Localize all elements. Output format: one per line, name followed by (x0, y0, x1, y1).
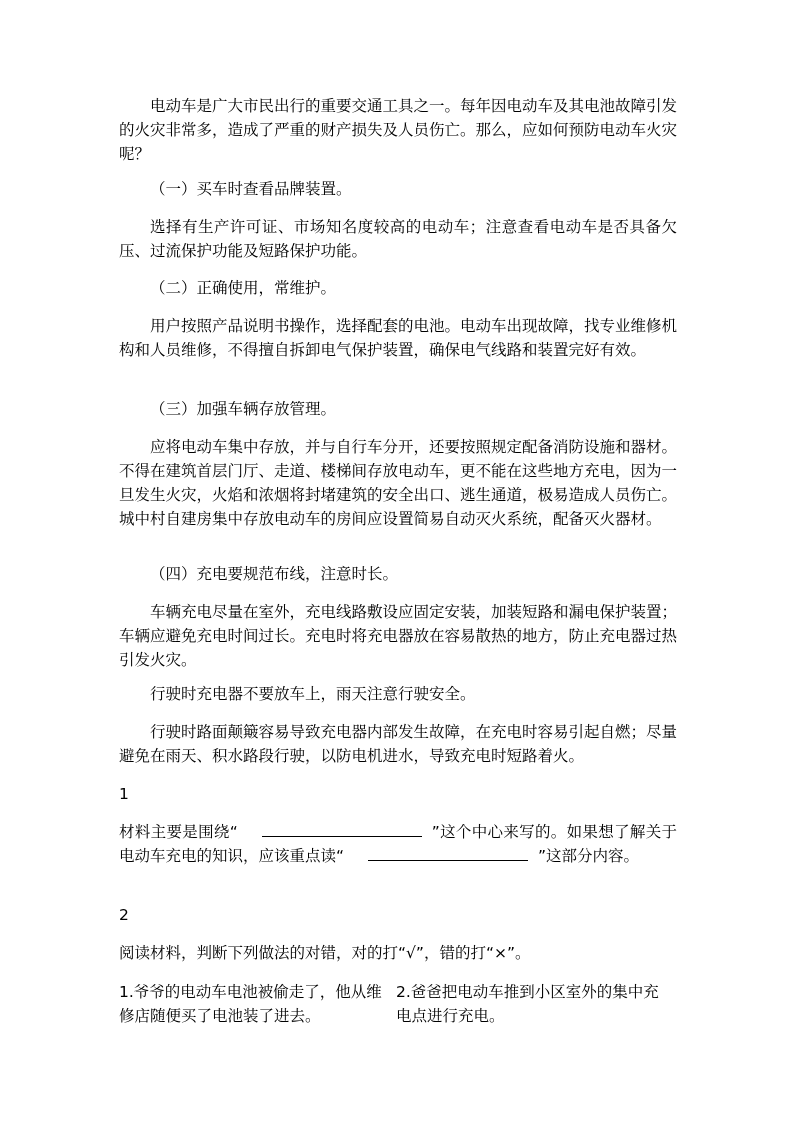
section-body-5: 行驶时充电器不要放车上，雨天注意行驶安全。 (150, 685, 476, 703)
question-2-item-2: 2.爸爸把电动车推到小区室外的集中充电点进行充电。 (396, 983, 659, 1025)
question-1-number: 1 (119, 785, 129, 803)
answer-blank-1[interactable] (262, 822, 422, 837)
question-2-prompt: 阅读材料，判断下列做法的对错，对的打“√”，错的打“×”。 (119, 944, 531, 962)
section-heading-2: （二）正确使用，常维护。 (150, 279, 337, 297)
section-body-3: 应将电动车集中存放，并与自行车分开，还要按照规定配备消防设施和器材。不得在建筑首层门厅、走道、楼梯间存放电动车，更不能在这些地方充电，因为一旦发生火灾，火焰和浓烟将封堵建筑的安全出口、逃生通道，极易造成人员伤亡。城中村自建房集中存放电动车的房间应设置简易自动灭火系统，配备灭火器材。 (119, 438, 678, 528)
section-body-2: 用户按照产品说明书操作，选择配套的电池。电动车出现故障，找专业维修机构和人员维修，不得擅自拆卸电气保护装置，确保电气线路和装置完好有效。 (119, 317, 678, 359)
question-1-part-b: ”这个中心来写的。如果想了解关于电动车充电的知识，应该重点读“ (119, 823, 678, 865)
question-1-text (119, 820, 677, 868)
question-2-item-1: 1.爷爷的电动车电池被偷走了，他从维修店随便买了电池装了进去。 (119, 983, 382, 1025)
section-body-6: 行驶时路面颠簸容易导致充电器内部发生故障，在充电时容易引起自燃；尽量避免在雨天、积水路段行驶，以防电机进水，导致充电时短路着火。 (119, 723, 678, 765)
question-2-number: 2 (119, 906, 129, 924)
section-heading-3: （三）加强车辆存放管理。 (150, 400, 337, 418)
question-1-part-a: 材料主要是围绕“ (119, 823, 238, 841)
section-heading-1: （一）买车时查看品牌装置。 (150, 180, 352, 198)
section-body-1: 选择有生产许可证、市场知名度较高的电动车；注意查看电动车是否具备欠压、过流保护功能及短路保护功能。 (119, 218, 677, 260)
intro-paragraph: 电动车是广大市民出行的重要交通工具之一。每年因电动车及其电池故障引发的火灾非常多，造成了严重的财产损失及人员伤亡。那么，应如何预防电动车火灾呢？ (119, 97, 678, 163)
section-body-4: 车辆充电尽量在室外，充电线路敷设应固定安装，加装短路和漏电保护装置；车辆应避免充电时间过长。充电时将充电器放在容易散热的地方，防止充电器过热引发火灾。 (119, 603, 678, 669)
answer-blank-2[interactable] (368, 846, 528, 861)
section-heading-4: （四）充电要规范布线，注意时长。 (150, 565, 399, 583)
question-1-part-c: ”这部分内容。 (538, 847, 640, 865)
